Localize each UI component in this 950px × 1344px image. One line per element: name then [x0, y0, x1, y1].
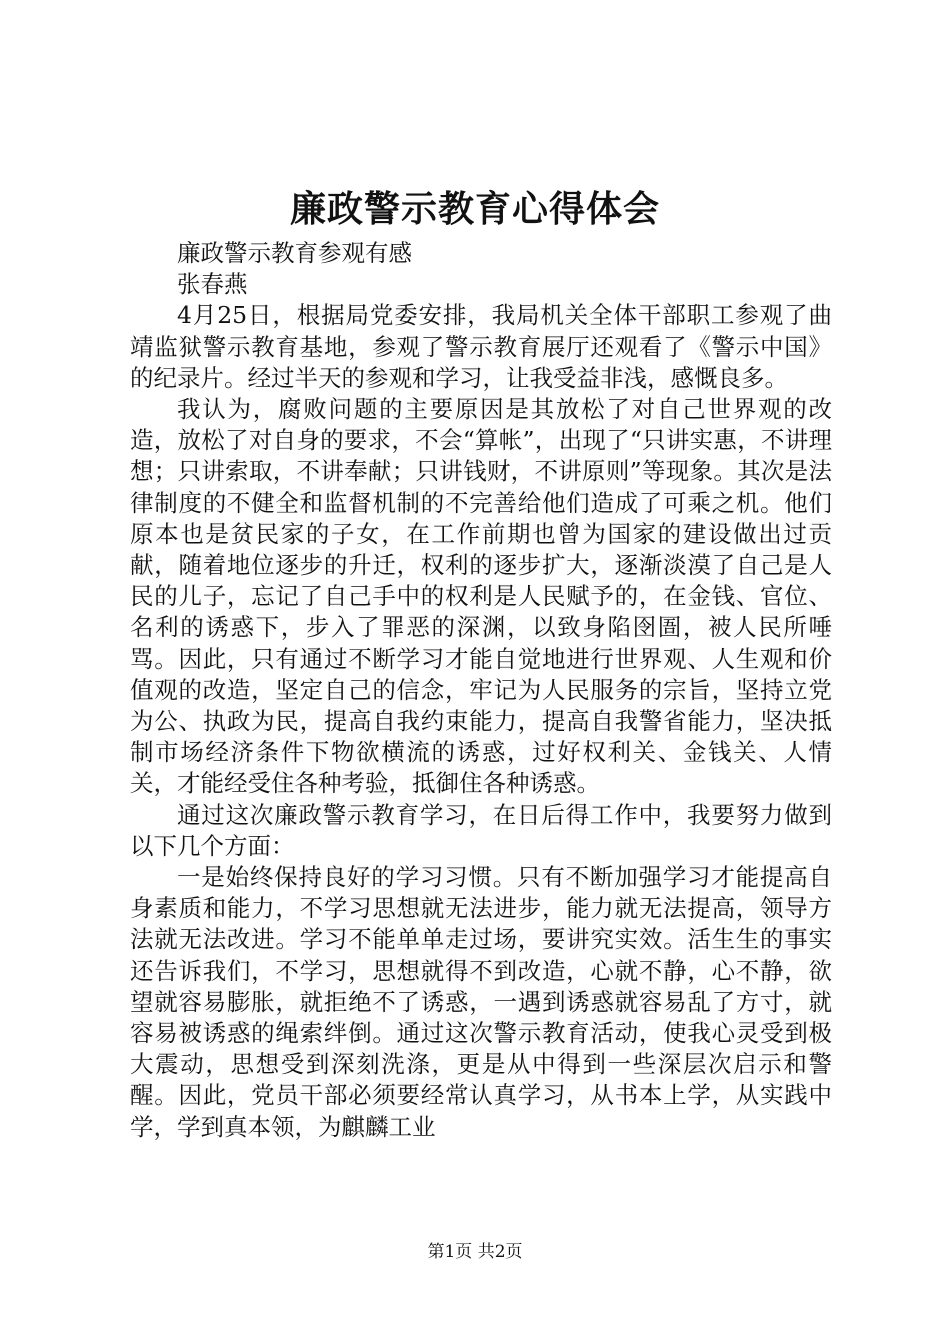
body-paragraph: 4月25日，根据局党委安排，我局机关全体干部职工参观了曲靖监狱警示教育基地，参观了警示教育展厅还观看了《警示中国》的纪录片。经过半天的参观和学习，让我受益非浅，感慨良多。 — [130, 301, 832, 392]
body-paragraph: 通过这次廉政警示教育学习，在日后得工作中，我要努力做到以下几个方面： — [130, 800, 832, 860]
author-name: 张春燕 — [177, 270, 248, 299]
subtitle: 廉政警示教育参观有感 — [177, 239, 412, 267]
body-paragraph: 一是始终保持良好的学习习惯。只有不断加强学习才能提高自身素质和能力，不学习思想就无法进步，能力就无法提高，领导方法就无法改进。学习不能单单走过场，要讲究实效。活生生的事实还告诉我们，不学习，思想就得不到改造，心就不静，心不静，欲望就容易膨胀，就拒绝不了诱惑，一遇到诱惑就容易乱了方寸，就容易被诱惑的绳索绊倒。通过这次警示教育活动，使我心灵受到极大震动，思想受到深刻洗涤，更是从中得到一些深层次启示和警醒。因此，党员干部必须要经常认真学习，从书本上学，从实践中学，学到真本领，为麒麟工业 — [130, 863, 832, 1141]
document-body — [130, 238, 832, 1143]
document-title: 廉政警示教育心得体会 — [289, 188, 660, 230]
body-paragraph: 我认为，腐败问题的主要原因是其放松了对自己世界观的改造，放松了对自身的要求，不会“算帐”，出现了“只讲实惠，不讲理想；只讲索取，不讲奉献；只讲钱财，不讲原则”等现象。其次是法律制度的不健全和监督机制的不完善给他们造成了可乘之机。他们原本也是贫民家的子女，在工作前期也曾为国家的建设做出过贡献，随着地位逐步的升迁，权利的逐步扩大，逐渐淡漠了自己是人民的儿子，忘记了自己手中的权利是人民赋予的，在金钱、官位、名利的诱惑下，步入了罪恶的深渊，以致身陷囹圄，被人民所唾骂。因此，只有通过不断学习才能自觉地进行世界观、人生观和价值观的改造，坚定自己的信念，牢记为人民服务的宗旨，坚持立党为公、执政为民，提高自我约束能力，提高自我警省能力，坚决抵制市场经济条件下物欲横流的诱惑，过好权利关、金钱关、人情关，才能经受住各种考验，抵御住各种诱惑。 — [130, 395, 832, 798]
page-number-footer: 第1页 共2页 — [427, 1242, 523, 1262]
